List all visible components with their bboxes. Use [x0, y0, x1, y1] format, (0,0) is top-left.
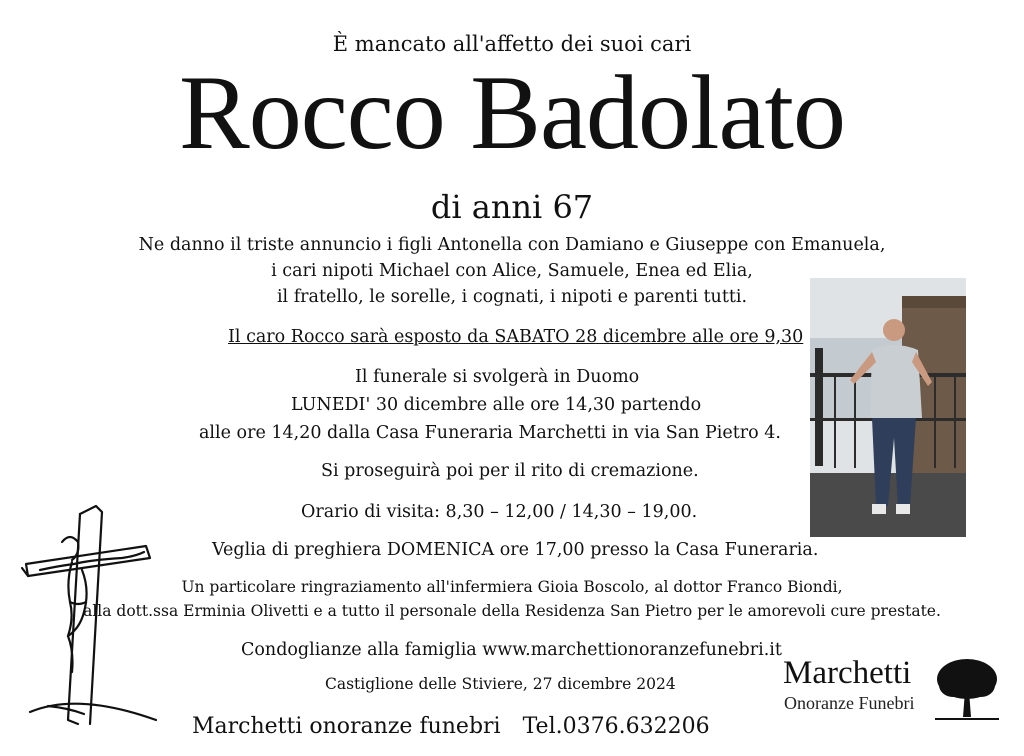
- footer-company: Marchetti onoranze funebri: [192, 714, 501, 739]
- intro-text: È mancato all'affetto dei suoi cari: [332, 32, 692, 56]
- family-line-3: il fratello, le sorelle, i cognati, i nipoti e parenti tutti.: [276, 287, 748, 307]
- thanks-line-2: alla dott.ssa Erminia Olivetti e a tutto il personale della Residenza San Pietro per le amorevoli cure prestate.: [83, 602, 941, 620]
- crucifix-icon: [18, 502, 158, 727]
- logo-name: Marchetti: [783, 655, 912, 691]
- footer-phone: Tel.0376.632206: [522, 714, 710, 739]
- deceased-name: Rocco Badolato: [179, 54, 845, 171]
- thanks-line-1: Un particolare ringraziamento all'infermiera Gioia Boscolo, al dottor Franco Biondi,: [181, 578, 843, 596]
- footer: [192, 714, 710, 739]
- funeral-line-3: alle ore 14,20 dalla Casa Funeraria Marchetti in via San Pietro 4.: [199, 423, 781, 443]
- age-text: di anni 67: [430, 188, 594, 226]
- condolences-text: Condoglianze alla famiglia www.marchettionoranzefunebri.it: [241, 640, 782, 660]
- photo-illustration: [810, 278, 966, 537]
- logo-subtitle: Onoranze Funebri: [784, 693, 915, 713]
- deceased-photo: [810, 278, 966, 537]
- vigil-text: Veglia di preghiera DOMENICA ore 17,00 presso la Casa Funeraria.: [212, 540, 819, 560]
- place-date: Castiglione delle Stiviere, 27 dicembre 2024: [325, 675, 676, 693]
- family-line-2: i cari nipoti Michael con Alice, Samuele, Enea ed Elia,: [271, 261, 753, 281]
- visiting-hours: Orario di visita: 8,30 – 12,00 / 14,30 – 19,00.: [301, 502, 698, 522]
- funeral-line-2: LUNEDI' 30 dicembre alle ore 14,30 partendo: [291, 395, 702, 415]
- family-line-1: Ne danno il triste annuncio i figli Antonella con Damiano e Giuseppe con Emanuela,: [138, 235, 886, 255]
- exposure-text: Il caro Rocco sarà esposto da SABATO 28 dicembre alle ore 9,30: [228, 327, 804, 347]
- marchetti-logo: [783, 655, 998, 725]
- funeral-line-1: Il funerale si svolgerà in Duomo: [355, 367, 640, 387]
- tree-icon: [935, 655, 999, 725]
- cremation-text: Si proseguirà poi per il rito di cremazione.: [321, 461, 699, 481]
